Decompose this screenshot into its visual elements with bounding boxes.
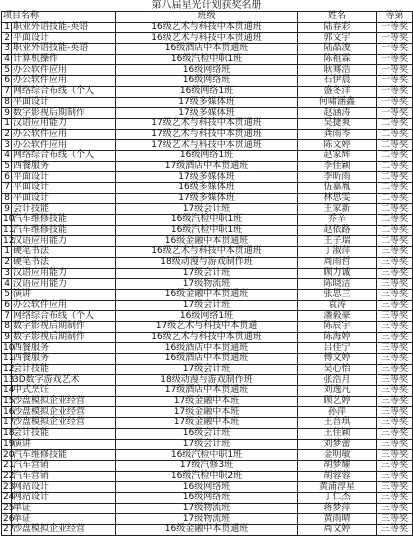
row-prize: 三等奖 (377, 354, 413, 365)
row-class: 16级网络1班 (116, 86, 298, 97)
table-row (2, 386, 413, 397)
row-project: 网络综合布线（个人 (12, 311, 116, 322)
row-number: 25 (3, 502, 15, 513)
row-prize: 一等奖 (377, 22, 413, 33)
row-prize: 三等奖 (377, 321, 413, 332)
award-table-body (2, 22, 413, 535)
row-project: 办公软件应用 (12, 129, 116, 140)
row-name: 黄雨晴 (298, 514, 377, 525)
row-name: 赵涵涛 (298, 108, 377, 119)
row-number: 27 (3, 524, 15, 535)
row-number: 5 (2, 161, 12, 172)
row-class: 17级艺术与科技中本贯通 (116, 321, 298, 332)
table-row (2, 300, 413, 311)
table-row (2, 183, 413, 194)
row-prize: 三等奖 (377, 289, 413, 300)
row-class: 16级网络班 (116, 492, 298, 503)
row-project: 网站设计 (12, 492, 116, 503)
row-prize: 二等奖 (377, 161, 413, 172)
row-prize: 三等奖 (377, 343, 413, 354)
row-name: 金明敏 (298, 450, 377, 461)
row-project: 沙盘模拟企业经营 (12, 396, 116, 407)
row-number: 1 (2, 118, 12, 129)
row-project: 西餐服务 (12, 161, 116, 172)
header-project: 项目名称 (2, 12, 116, 23)
row-prize: 三等奖 (377, 407, 413, 418)
row-name: 王子瑞 (298, 236, 377, 247)
row-class: 16级会计班 (116, 428, 298, 439)
row-project: 汉语应用能力 (12, 236, 116, 247)
row-project: 网络综合布线（个人 (12, 86, 116, 97)
row-prize: 二等奖 (377, 118, 413, 129)
row-number: 4 (2, 54, 12, 65)
row-class: 16级酒店中本贯通班 (116, 343, 298, 354)
row-name: 耿骞浩 (298, 65, 377, 76)
table-row (2, 33, 413, 44)
table-row (2, 460, 413, 471)
row-name: 王家新 (298, 204, 377, 215)
row-prize: 三等奖 (377, 247, 413, 258)
row-class: 16级网络班 (116, 482, 298, 493)
row-name: 张思兰 (298, 289, 377, 300)
row-project: 汉语应用能力 (12, 118, 116, 129)
row-project: 单证 (12, 514, 116, 525)
row-name: 盛冬洋 (298, 86, 377, 97)
row-prize: 三等奖 (377, 418, 413, 429)
row-prize: 三等奖 (377, 396, 413, 407)
row-project: 平面设计 (12, 172, 116, 183)
row-prize: 三等奖 (377, 311, 413, 322)
row-prize: 三等奖 (377, 386, 413, 397)
table-row (2, 204, 413, 215)
row-number: 22 (3, 470, 15, 481)
row-number: 13 (3, 374, 15, 385)
row-project: 汉语应用能力 (12, 279, 116, 290)
row-class: 17级会计班 (116, 300, 298, 311)
table-row (2, 108, 413, 119)
row-number: 16 (3, 406, 15, 417)
header-row (2, 12, 413, 23)
row-prize: 三等奖 (377, 439, 413, 450)
row-name: 林思雯 (298, 193, 377, 204)
row-number: 2 (2, 257, 12, 268)
row-name: 陆春彩 (298, 22, 377, 33)
row-number: 18 (3, 428, 15, 439)
table-row (2, 311, 413, 322)
table-row (2, 54, 413, 65)
row-number: 8 (2, 193, 12, 204)
row-prize: 三等奖 (377, 279, 413, 290)
row-project: 数字影视后期制作 (12, 108, 116, 119)
row-name: 蒋梦萍 (298, 503, 377, 514)
row-project: 数字影视后期制作 (12, 321, 116, 332)
row-name: 陈辰宇 (298, 321, 377, 332)
row-name: 胡蓉蓉 (298, 471, 377, 482)
row-class: 17级艺术与科技中本贯通班 (116, 140, 298, 151)
row-number: 10 (3, 342, 15, 353)
row-class: 17级多媒体班 (116, 172, 298, 183)
row-class: 16级艺术与科技中本贯通班 (116, 33, 298, 44)
table-row (2, 492, 413, 503)
row-number: 20 (3, 449, 15, 460)
header-class: 班级 (116, 12, 298, 23)
row-name: 王佳颖 (298, 428, 377, 439)
row-name: 张浩月 (298, 375, 377, 386)
row-number: 9 (2, 108, 12, 119)
row-prize: 二等奖 (377, 193, 413, 204)
row-project: 平面设计 (12, 183, 116, 194)
row-class: 16级汽检中职2班 (116, 471, 298, 482)
row-class: 17级会计班 (116, 268, 298, 279)
row-class: 16级网络班 (116, 65, 298, 76)
row-name: 吕佳宁 (298, 343, 377, 354)
row-project: 平面设计 (12, 193, 116, 204)
row-name: 王音琪 (298, 418, 377, 429)
award-table (1, 11, 413, 536)
row-project: 办公软件应用 (12, 300, 116, 311)
row-number: 3 (2, 268, 12, 279)
row-prize: 一等奖 (377, 76, 413, 87)
row-class: 17级物流班 (116, 279, 298, 290)
row-number: 9 (2, 204, 12, 215)
row-name: 吴心怡 (298, 364, 377, 375)
row-project: 网络综合布线（个人 (12, 150, 116, 161)
row-class: 17级会计班 (116, 364, 298, 375)
row-prize: 一等奖 (377, 108, 413, 119)
table-row (2, 161, 413, 172)
row-class: 17级汽修3班 (116, 460, 298, 471)
row-class: 16级艺术与科技中本贯通班 (116, 22, 298, 33)
row-class: 16级汽检中职1班 (116, 225, 298, 236)
row-project: 会计技能 (12, 204, 116, 215)
row-class: 16级艺术与科技中本贯通班 (116, 332, 298, 343)
row-class: 16级网络班 (116, 76, 298, 87)
row-number: 7 (2, 86, 12, 97)
row-number: 9 (2, 332, 12, 343)
row-prize: 一等奖 (377, 86, 413, 97)
row-class: 17级酒店中本贯通班 (116, 386, 298, 397)
table-row (2, 471, 413, 482)
row-name: 黄浦淳星 (298, 482, 377, 493)
table-row (2, 396, 413, 407)
row-number: 7 (2, 183, 12, 194)
row-name: 郭文宇 (298, 33, 377, 44)
row-number: 8 (2, 97, 12, 108)
row-number: 3 (2, 140, 12, 151)
row-name: 李佳颖 (298, 161, 377, 172)
row-project: 中式烹饪 (12, 386, 116, 397)
row-project: 汽车营销 (12, 460, 116, 471)
row-class: 17级多媒体班 (116, 193, 298, 204)
row-prize: 二等奖 (377, 150, 413, 161)
row-name: 石伊晨 (298, 76, 377, 87)
row-prize: 三等奖 (377, 460, 413, 471)
table-row (2, 150, 413, 161)
row-project: 单证 (12, 503, 116, 514)
row-number: 4 (2, 150, 12, 161)
row-class: 17级金融中本班 (116, 418, 298, 429)
row-number: 8 (2, 321, 12, 332)
row-class: 16级酒店中本贯通班 (116, 44, 298, 55)
row-prize: 三等奖 (377, 268, 413, 279)
table-row (2, 450, 413, 461)
row-prize: 三等奖 (377, 257, 413, 268)
row-class: 18级动漫与游戏制作班 (116, 257, 298, 268)
row-project: 汽车维修技能 (12, 215, 116, 226)
row-project: 计算机操作 (12, 54, 116, 65)
row-name: 周文婷 (298, 525, 377, 536)
row-name: 陆晶浚 (298, 44, 377, 55)
table-row (2, 364, 413, 375)
row-class: 16级金融中本贯通班 (116, 289, 298, 300)
row-prize: 一等奖 (377, 54, 413, 65)
row-project: 沙盘模拟企业经营 (12, 407, 116, 418)
row-prize: 三等奖 (377, 364, 413, 375)
row-number: 11 (3, 225, 15, 236)
row-prize: 一等奖 (377, 44, 413, 55)
table-row (2, 289, 413, 300)
row-project: 办公软件应用 (12, 65, 116, 76)
row-project: 硬笔书法 (12, 247, 116, 258)
row-number: 2 (2, 33, 12, 44)
table-row (2, 225, 413, 236)
row-prize: 一等奖 (377, 97, 413, 108)
table-row (2, 321, 413, 332)
row-name: 孙萍 (298, 407, 377, 418)
row-number: 11 (3, 353, 15, 364)
header-name: 姓名 (298, 12, 377, 23)
row-number: 6 (2, 300, 12, 311)
row-project: 办公软件应用 (12, 76, 116, 87)
row-number: 21 (3, 460, 15, 471)
row-class: 16级金融中本贯通班 (116, 236, 298, 247)
row-prize: 一等奖 (377, 65, 413, 76)
row-class: 17级多媒体班 (116, 97, 298, 108)
row-prize: 三等奖 (377, 525, 413, 536)
row-project: 汽车维修技能 (12, 225, 116, 236)
row-number: 14 (3, 385, 15, 396)
row-class: 16级汽检中职1班 (116, 54, 298, 65)
row-class: 16级多媒体班 (116, 183, 298, 194)
row-project: 平面设计 (12, 97, 116, 108)
row-project: 演讲 (12, 439, 116, 450)
row-name: 伍嘉胤 (298, 183, 377, 194)
table-row (2, 514, 413, 525)
row-project: 沙盘模拟企业经营 (12, 525, 116, 536)
row-project: 西餐服务 (12, 354, 116, 365)
table-row (2, 525, 413, 536)
row-project: 硬笔书法 (12, 257, 116, 268)
row-project: 汽车营销 (12, 471, 116, 482)
row-class: 17级会计班 (116, 439, 298, 450)
table-row (2, 76, 413, 87)
row-number: 4 (2, 279, 12, 290)
table-row (2, 193, 413, 204)
row-name: 陈海婷 (298, 332, 377, 343)
table-row (2, 418, 413, 429)
row-prize: 二等奖 (377, 129, 413, 140)
row-name: 袁涛 (298, 300, 377, 311)
table-row (2, 247, 413, 258)
row-number: 10 (3, 214, 15, 225)
row-project: 办公软件应用 (12, 140, 116, 151)
sheet-title: 第八届星光计划获奖名册 (151, 0, 262, 11)
row-name: 潘毅豪 (298, 311, 377, 322)
row-prize: 二等奖 (377, 204, 413, 215)
row-number: 24 (3, 492, 15, 503)
row-number: 2 (2, 129, 12, 140)
row-class: 17级物流班 (116, 503, 298, 514)
row-prize: 三等奖 (377, 332, 413, 343)
table-row (2, 268, 413, 279)
row-name: 丁淑萍 (298, 247, 377, 258)
row-class: 16级汽检中职1班 (116, 450, 298, 461)
row-project: 会计技能 (12, 364, 116, 375)
row-number: 1 (2, 247, 12, 258)
row-number: 6 (2, 76, 12, 87)
table-row (2, 22, 413, 33)
table-row (2, 86, 413, 97)
row-name: 何啸涵鑫 (298, 97, 377, 108)
row-class: 16级艺术与科技中本贯通班 (116, 247, 298, 258)
row-project: 汽车维修技能 (12, 450, 116, 461)
row-prize: 三等奖 (377, 503, 413, 514)
table-row (2, 129, 413, 140)
row-prize: 三等奖 (377, 450, 413, 461)
table-row (2, 257, 413, 268)
row-project: 沙盘模拟企业经营 (12, 418, 116, 429)
row-class: 17级多媒体班 (116, 108, 298, 119)
row-class: 18级动漫与游戏制作班 (116, 375, 298, 386)
table-row (2, 279, 413, 290)
table-row (2, 354, 413, 365)
row-name: 赵家辉 (298, 150, 377, 161)
row-name: 李昕雨 (298, 172, 377, 183)
row-number: 17 (3, 417, 15, 428)
table-row (2, 332, 413, 343)
row-prize: 二等奖 (377, 183, 413, 194)
row-name: 傅文婷 (298, 354, 377, 365)
row-prize: 二等奖 (377, 225, 413, 236)
table-row (2, 428, 413, 439)
row-class: 16级网络1班 (116, 150, 298, 161)
row-number: 26 (3, 513, 15, 524)
row-class: 16级酒店中本贯通班 (116, 354, 298, 365)
row-class: 16级金融中本贯通班 (116, 525, 298, 536)
row-name: 刘梦蕾 (298, 439, 377, 450)
table-row (2, 375, 413, 386)
row-name: 顾力诚 (298, 268, 377, 279)
row-project: 汉语应用能力 (12, 268, 116, 279)
row-name: 乔辛 (298, 215, 377, 226)
row-prize: 一等奖 (377, 33, 413, 44)
row-class: 17级艺术与科技中本贯通班 (116, 129, 298, 140)
row-prize: 三等奖 (377, 482, 413, 493)
row-name: 胡梦耀 (298, 460, 377, 471)
table-row (2, 482, 413, 493)
row-number: 5 (2, 65, 12, 76)
row-prize: 二等奖 (377, 140, 413, 151)
row-project: 职业外语技能-英语 (12, 22, 116, 33)
row-number: 23 (3, 481, 15, 492)
row-prize: 三等奖 (377, 300, 413, 311)
row-number: 1 (2, 22, 12, 33)
table-row (2, 503, 413, 514)
row-class: 17级会计班 (116, 204, 298, 215)
row-class: 16级网络1班 (116, 311, 298, 322)
row-class: 17级金融中本班 (116, 407, 298, 418)
row-name: 龚雨岑 (298, 129, 377, 140)
row-project: 会计技能 (12, 428, 116, 439)
table-row (2, 215, 413, 226)
table-row (2, 439, 413, 450)
row-number: 19 (3, 438, 15, 449)
row-prize: 三等奖 (377, 375, 413, 386)
row-number: 15 (3, 396, 15, 407)
row-number: 7 (2, 311, 12, 322)
table-row (2, 140, 413, 151)
table-row (2, 44, 413, 55)
table-row (2, 118, 413, 129)
row-number: 12 (3, 364, 15, 375)
row-class: 16级汽检中职1班 (116, 215, 298, 226)
row-prize: 三等奖 (377, 428, 413, 439)
row-project: 平面设计 (12, 33, 116, 44)
row-project: 西餐服务 (12, 343, 116, 354)
row-project: 演讲 (12, 289, 116, 300)
row-number: 12 (3, 235, 15, 246)
row-project: 3D数字游戏艺术 (12, 375, 116, 386)
row-prize: 二等奖 (377, 236, 413, 247)
table-row (2, 97, 413, 108)
row-project: 网站设计 (12, 482, 116, 493)
row-class: 17级艺术与科技中本贯通班 (116, 118, 298, 129)
row-number: 3 (2, 44, 12, 55)
row-prize: 二等奖 (377, 215, 413, 226)
row-name: 丁仁杰 (298, 492, 377, 503)
row-prize: 二等奖 (377, 172, 413, 183)
row-name: 刘逸凡 (298, 386, 377, 397)
header-prize: 等第 (377, 12, 413, 23)
row-class: 17级酒店中本贯通班 (116, 161, 298, 172)
row-name: 顾艺婷 (298, 396, 377, 407)
row-name: 吴捷爽 (298, 118, 377, 129)
row-class: 17级金融中本班 (116, 396, 298, 407)
row-number: 6 (2, 172, 12, 183)
row-name: 赵依路 (298, 225, 377, 236)
row-prize: 三等奖 (377, 471, 413, 482)
row-name: 陈文婷 (298, 140, 377, 151)
row-number: 5 (2, 289, 12, 300)
row-project: 职业外语技能-英语 (12, 44, 116, 55)
row-prize: 三等奖 (377, 514, 413, 525)
row-project: 数字影视后期制作 (12, 332, 116, 343)
row-name: 陈祖霖 (298, 54, 377, 65)
table-row (2, 172, 413, 183)
row-name: 陈晓洁 (298, 279, 377, 290)
row-name: 周雨哲 (298, 257, 377, 268)
row-class: 17级物流班 (116, 514, 298, 525)
row-prize: 三等奖 (377, 492, 413, 503)
table-row (2, 343, 413, 354)
